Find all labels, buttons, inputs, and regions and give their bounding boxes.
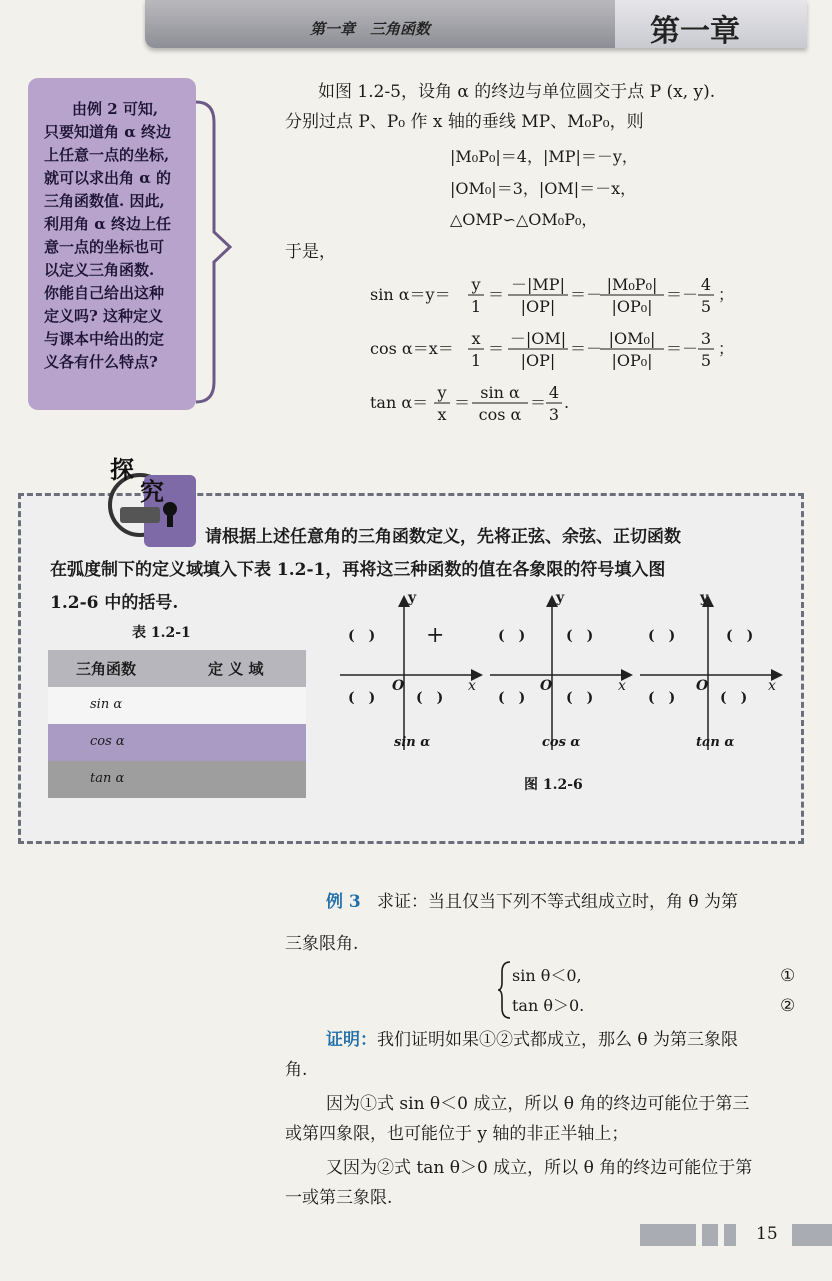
example-label: 例 3 (326, 892, 361, 912)
svg-text:；: ； (718, 339, 735, 358)
badge-char-2: 究 (140, 477, 164, 506)
svg-text:＝: ＝ (488, 285, 505, 304)
svg-text:3: 3 (700, 329, 712, 348)
svg-text:( ): ( ) (498, 628, 526, 644)
svg-text:5: 5 (700, 297, 712, 316)
chapter-label: 第一章 (650, 14, 740, 49)
svg-text:cos α: cos α (478, 405, 522, 424)
svg-text:5: 5 (700, 351, 712, 370)
svg-text:3: 3 (548, 405, 560, 424)
svg-text:x: x (471, 329, 481, 348)
svg-text:( ): ( ) (416, 690, 444, 706)
svg-text:－|MP|: －|MP| (511, 275, 565, 294)
svg-text:＝: ＝ (530, 393, 547, 412)
example-line2: 三象限角. (285, 934, 359, 954)
explore-text-2: 在弧度制下的定义域填入下表 1.2-1，再将这三种函数的值在各象限的符号填入图 (50, 560, 666, 580)
svg-text:1: 1 (470, 351, 482, 370)
svg-text:y: y (700, 590, 709, 606)
svg-text:tan α＝: tan α＝ (370, 393, 429, 412)
svg-text:x: x (618, 678, 626, 694)
svg-text:y: y (471, 275, 481, 294)
table-row-sin: sin α (90, 697, 123, 712)
sign-figure (330, 590, 790, 760)
table-header-row (48, 650, 306, 687)
tan-formula (370, 383, 569, 424)
svg-text:( ): ( ) (726, 628, 754, 644)
svg-text:|OP|: |OP| (520, 351, 556, 370)
system-brace (498, 960, 512, 1020)
page-bar-segment (792, 1224, 832, 1246)
proof-line1 (326, 1028, 738, 1052)
table-head-function: 三角函数 (76, 660, 137, 678)
svg-text:cos α: cos α (542, 735, 581, 750)
svg-text:O: O (540, 678, 553, 694)
proof-text: 我们证明如果①②式都成立，那么 θ 为第三象限 (377, 1030, 739, 1050)
side-note-text: 由例 2 可知, 只要知道角 α 终边 上任意一点的坐标, 就可以求出角 α 的 三角函数值. 因此, 利用角 α 终边上任 意一点的坐标也可 以定义三角函数. 你能自己给出这种 定义吗? 这种定义 与课本中给出的定 义各有什么特点? (44, 100, 171, 371)
table-row (48, 761, 306, 798)
table-row-tan: tan α (90, 771, 125, 786)
svg-text:( ): ( ) (720, 690, 748, 706)
example-line1 (326, 890, 738, 914)
table-row-cos: cos α (90, 734, 125, 749)
svg-text:sin α: sin α (394, 735, 431, 750)
svg-text:＝: ＝ (488, 339, 505, 358)
svg-text:|OM₀|: |OM₀| (608, 329, 656, 348)
svg-text:x: x (437, 405, 447, 424)
svg-text:y: y (556, 590, 565, 606)
svg-text:y: y (408, 590, 417, 606)
proof-line2: 角. (285, 1060, 308, 1080)
svg-text:( ): ( ) (648, 628, 676, 644)
svg-text:4: 4 (700, 275, 712, 294)
svg-text:|OP₀|: |OP₀| (611, 351, 653, 370)
svg-text:|M₀P₀|: |M₀P₀| (606, 275, 658, 294)
badge-char-1: 探 (110, 455, 134, 484)
svg-text:|OP|: |OP| (520, 297, 556, 316)
svg-text:4: 4 (548, 383, 560, 402)
svg-text:( ): ( ) (648, 690, 676, 706)
svg-text:x: x (468, 678, 476, 694)
page-bar-segment (724, 1224, 736, 1246)
svg-text:sin α＝y＝: sin α＝y＝ (370, 285, 451, 304)
table-caption: 表 1.2-1 (132, 625, 191, 641)
domain-table (48, 650, 306, 798)
svg-text:－|OM|: －|OM| (509, 329, 567, 348)
header-title: 第一章 三角函数 (310, 20, 431, 38)
svg-text:( ): ( ) (348, 690, 376, 706)
svg-text:cos α＝x＝: cos α＝x＝ (370, 339, 454, 358)
intro-eq3: △OMP∽△OM₀P₀， (450, 210, 598, 229)
svg-text:＝: ＝ (454, 393, 471, 412)
svg-text:( ): ( ) (566, 628, 594, 644)
inequality-1-number: ① (780, 966, 796, 986)
svg-text:O: O (392, 678, 405, 694)
svg-text:O: O (696, 678, 709, 694)
svg-text:＝－: ＝－ (666, 339, 699, 358)
explore-text-1: 请根据上述任意角的三角函数定义，先将正弦、余弦、正切函数 (205, 527, 681, 547)
sin-formula (370, 275, 734, 316)
page-bar-segment (702, 1224, 718, 1246)
sin-plot (340, 590, 480, 750)
inequality-1: sin θ＜0, (512, 966, 582, 985)
svg-text:x: x (768, 678, 776, 694)
svg-text:＝－: ＝－ (570, 339, 603, 358)
table-row (48, 687, 306, 724)
svg-text:＝－: ＝－ (666, 285, 699, 304)
svg-text:|OP₀|: |OP₀| (611, 297, 653, 316)
svg-text:( ): ( ) (348, 628, 376, 644)
intro-eq2: |OM₀|＝3，|OM|＝－x， (450, 179, 637, 198)
svg-text:( ): ( ) (498, 690, 526, 706)
table-row (48, 724, 306, 761)
proof-label: 证明： (326, 1030, 377, 1050)
page-number: 15 (756, 1224, 778, 1244)
intro-so: 于是， (285, 242, 336, 262)
svg-text:( ): ( ) (566, 690, 594, 706)
example-text: 求证：当且仅当下列不等式组成立时，角 θ 为第 (376, 892, 739, 912)
cos-formula (370, 329, 734, 370)
svg-text:；: ； (718, 285, 735, 304)
svg-text:y: y (437, 383, 447, 402)
tan-plot (640, 590, 780, 750)
proof-para3-b: 一或第三象限. (285, 1188, 393, 1208)
cos-plot (490, 590, 630, 750)
svg-text:1: 1 (470, 297, 482, 316)
proof-para3-a: 又因为②式 tan θ＞0 成立，所以 θ 角的终边可能位于第 (326, 1158, 753, 1178)
figure-caption: 图 1.2-6 (524, 777, 583, 793)
page-bar-segment (640, 1224, 696, 1246)
svg-text:tan α: tan α (696, 735, 735, 750)
inequality-2-number: ② (780, 996, 796, 1016)
side-note-bracket (196, 82, 236, 412)
table-head-domain: 定 义 域 (208, 660, 264, 678)
svg-text:sin α: sin α (480, 383, 520, 402)
proof-para2-b: 或第四象限，也可能位于 y 轴的非正半轴上； (285, 1124, 629, 1144)
proof-para2-a: 因为①式 sin θ＜0 成立，所以 θ 角的终边可能位于第三 (326, 1094, 750, 1114)
svg-text:＝－: ＝－ (570, 285, 603, 304)
explore-text-3: 1.2-6 中的括号. (50, 593, 179, 613)
intro-line2: 分别过点 P、P₀ 作 x 轴的垂线 MP、M₀P₀，则 (285, 112, 644, 132)
svg-text:+: + (426, 623, 445, 648)
formula-block (370, 262, 800, 432)
inequality-2: tan θ＞0. (512, 996, 585, 1015)
intro-line1: 如图 1.2-5，设角 α 的终边与单位圆交于点 P (x, y). (318, 82, 716, 102)
svg-text:.: . (564, 393, 570, 412)
intro-eq1: |M₀P₀|＝4，|MP|＝－y， (450, 147, 638, 166)
